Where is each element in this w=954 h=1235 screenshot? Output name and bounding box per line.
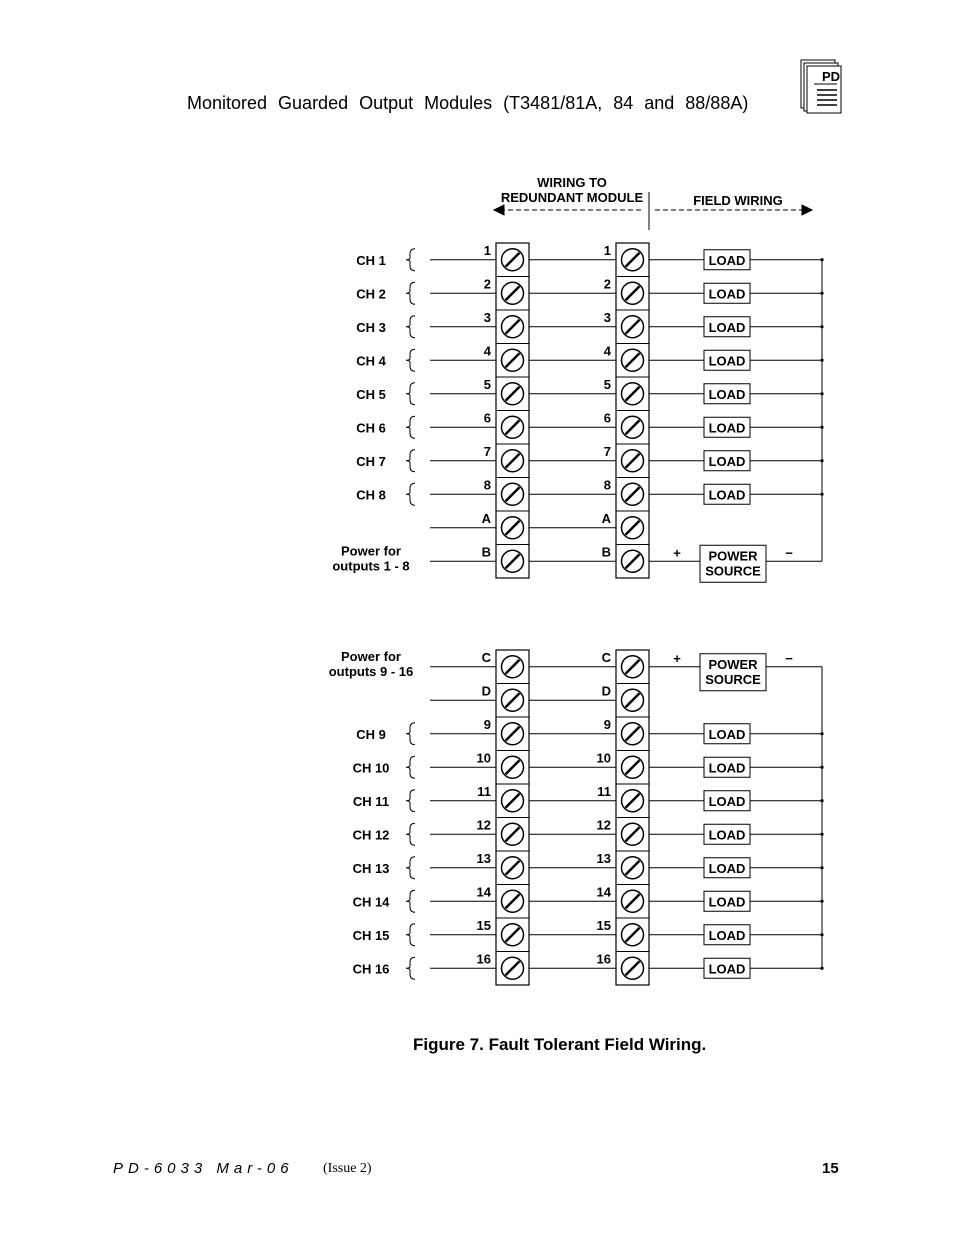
logo-text: PD — [822, 69, 841, 84]
block2-power-label-line1: Power for — [341, 648, 401, 664]
block2-channel-brace — [406, 857, 415, 879]
block2-channel-brace — [406, 823, 415, 845]
block2-right-terminal-number: 15 — [596, 918, 611, 933]
block1-left-terminal-number: A — [481, 511, 491, 526]
block2-channel-label: CH 13 — [352, 860, 390, 876]
field-wiring-label: FIELD WIRING — [693, 193, 783, 208]
block2-right-terminal-number: 13 — [596, 851, 611, 866]
block2-left-terminal-number: 16 — [476, 951, 491, 967]
block2-load-label: LOAD — [708, 760, 746, 776]
block1-channel-label: CH 8 — [356, 487, 386, 503]
block2-right-terminal-number: 10 — [596, 750, 611, 766]
block1-load-label: LOAD — [708, 453, 746, 469]
block1-channel-brace — [406, 282, 415, 304]
block1-right-terminal-number: B — [601, 544, 611, 560]
block2-left-terminal-number: 9 — [483, 717, 491, 732]
block1-power-source-line1: POWER — [708, 548, 758, 564]
block1-right-terminal-number: 3 — [603, 310, 611, 325]
page-number: 15 — [822, 1160, 839, 1177]
block1-left-terminal-number: 1 — [483, 243, 491, 258]
block1-channel-brace — [406, 416, 415, 438]
block1-channel-label: CH 6 — [356, 420, 386, 436]
block1-power-source-line2: SOURCE — [705, 563, 761, 579]
block2-right-terminal-number: 9 — [603, 717, 611, 732]
block2-channel-label: CH 9 — [356, 726, 386, 742]
block1-plus-sign: + — [673, 545, 681, 561]
block2-channel-label: CH 12 — [352, 827, 390, 843]
block1-channel-brace — [406, 316, 415, 338]
block2-right-terminal-number: 12 — [596, 817, 611, 833]
block2-power-source-line2: SOURCE — [705, 671, 761, 687]
block1-left-terminal-number: 2 — [483, 276, 491, 292]
block1-channel-label: CH 5 — [356, 386, 386, 402]
block1-left-terminal-number: 8 — [483, 477, 491, 493]
block1-load-label: LOAD — [708, 319, 746, 335]
page-header-title: Monitored Guarded Output Modules (T3481/81A, 84 and 88/88A) — [187, 93, 749, 113]
block2-left-terminal-number: C — [481, 650, 491, 665]
redundant-module-label: REDUNDANT MODULE — [500, 190, 644, 205]
block2-left-terminal-number: 10 — [476, 750, 491, 766]
block2-left-terminal-number: 14 — [476, 884, 491, 900]
block2-load-label: LOAD — [708, 793, 746, 809]
block1-channel-label: CH 4 — [356, 353, 386, 369]
block2-load-label: LOAD — [708, 961, 746, 977]
block1-channel-brace — [406, 383, 415, 405]
wiring-to-label: WIRING TO — [537, 175, 607, 190]
block1-channel-brace — [406, 249, 415, 271]
block1-left-terminal-number: 4 — [483, 343, 491, 359]
block1-load-label: LOAD — [708, 487, 746, 503]
block1-right-terminal-number: 4 — [603, 343, 611, 359]
block2-channel-label: CH 11 — [352, 793, 390, 809]
block1-channel-label: CH 7 — [356, 453, 386, 469]
block1-right-terminal-number: A — [601, 511, 611, 526]
block1-right-terminal-number: 6 — [603, 410, 611, 426]
block2-channel-label: CH 15 — [352, 927, 390, 943]
issue-label: (Issue 2) — [323, 1161, 372, 1176]
block2-minus-sign: − — [785, 650, 793, 666]
block1-load-label: LOAD — [708, 353, 746, 369]
block2-left-terminal-number: D — [481, 683, 491, 699]
block1-power-label-line2: outputs 1 - 8 — [332, 558, 410, 574]
block2-left-terminal-number: 13 — [476, 851, 491, 866]
block2-right-terminal-number: D — [601, 683, 611, 699]
block1-left-terminal-number: 6 — [483, 410, 491, 426]
block1-right-terminal-number: 5 — [603, 377, 611, 392]
block2-load-label: LOAD — [708, 726, 746, 742]
block2-load-label: LOAD — [708, 827, 746, 843]
block1-right-terminal-number: 2 — [603, 276, 611, 292]
block1-load-label: LOAD — [708, 386, 746, 402]
block2-channel-label: CH 16 — [352, 961, 390, 977]
block2-left-terminal-number: 11 — [477, 784, 491, 799]
block2-channel-brace — [406, 924, 415, 946]
block2-left-terminal-number: 12 — [476, 817, 491, 833]
figure-caption: Figure 7. Fault Tolerant Field Wiring. — [413, 1035, 707, 1054]
block2-right-terminal-number: 11 — [597, 784, 611, 799]
block1-right-terminal-number: 8 — [603, 477, 611, 493]
block1-left-terminal-number: 3 — [483, 310, 491, 325]
block1-load-label: LOAD — [708, 420, 746, 436]
block2-channel-brace — [406, 723, 415, 745]
block1-channel-brace — [406, 483, 415, 505]
block1-right-terminal-number: 1 — [603, 243, 611, 258]
block2-channel-brace — [406, 790, 415, 812]
block2-power-source-line1: POWER — [708, 656, 758, 672]
block1-left-terminal-number: B — [481, 544, 491, 560]
block1-channel-label: CH 3 — [356, 319, 386, 335]
block2-channel-label: CH 10 — [352, 760, 390, 776]
block2-load-label: LOAD — [708, 860, 746, 876]
block2-right-terminal-number: 14 — [596, 884, 611, 900]
block2-right-terminal-number: C — [601, 650, 611, 665]
block2-channel-brace — [406, 756, 415, 778]
block1-power-label-line1: Power for — [341, 543, 401, 559]
block2-channel-brace — [406, 890, 415, 912]
block2-right-terminal-number: 16 — [596, 951, 611, 967]
block1-left-terminal-number: 5 — [483, 377, 491, 392]
block2-load-label: LOAD — [708, 927, 746, 943]
block1-right-terminal-number: 7 — [603, 444, 611, 459]
block1-minus-sign: − — [785, 545, 793, 561]
block1-left-terminal-number: 7 — [483, 444, 491, 459]
block2-channel-brace — [406, 957, 415, 979]
block1-channel-label: CH 2 — [356, 286, 386, 302]
block1-load-label: LOAD — [708, 286, 746, 302]
block1-load-label: LOAD — [708, 252, 746, 268]
block1-channel-brace — [406, 450, 415, 472]
block1-channel-brace — [406, 349, 415, 371]
block2-power-label-line2: outputs 9 - 16 — [328, 663, 414, 679]
block2-load-label: LOAD — [708, 894, 746, 910]
block2-left-terminal-number: 15 — [476, 918, 491, 933]
block2-channel-label: CH 14 — [352, 894, 390, 910]
block1-channel-label: CH 1 — [356, 252, 386, 268]
doc-number: PD-6033 Mar-06 — [113, 1160, 294, 1177]
block2-plus-sign: + — [673, 650, 681, 666]
